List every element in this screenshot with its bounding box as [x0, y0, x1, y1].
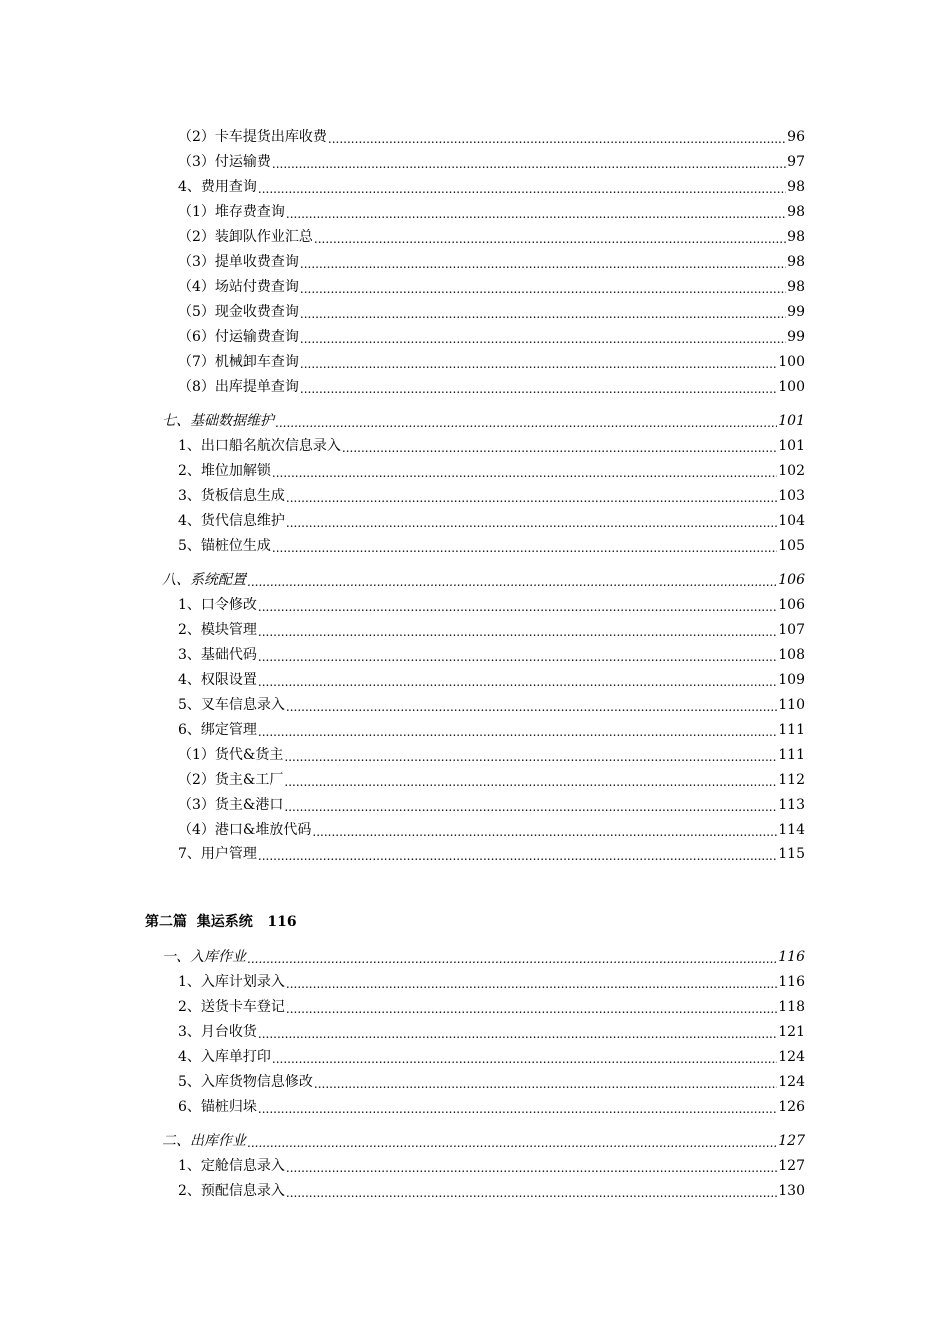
- toc-section-label: 一、入库作业: [162, 949, 246, 965]
- toc-entry-page: 98: [787, 179, 805, 195]
- toc-entry-label: 1、入库计划录入: [178, 974, 285, 990]
- toc-entry[interactable]: [178, 644, 805, 666]
- toc-leader: [272, 464, 777, 482]
- toc-section[interactable]: [162, 410, 805, 432]
- toc-entry-label: （8）出库提单查询: [178, 379, 299, 395]
- toc-entry-label: 4、货代信息维护: [178, 513, 285, 529]
- toc-entry[interactable]: [178, 996, 805, 1018]
- toc-entry[interactable]: [178, 126, 805, 148]
- toc-leader: [258, 1100, 777, 1118]
- toc-leader: [300, 280, 786, 298]
- toc-entry-page: 113: [778, 797, 805, 813]
- toc-entry-page: 100: [778, 354, 805, 370]
- toc-entry-label: 4、入库单打印: [178, 1049, 271, 1065]
- toc-entry-page: 124: [778, 1074, 805, 1090]
- toc-entry[interactable]: [178, 719, 805, 741]
- toc-entry-page: 126: [778, 1099, 805, 1115]
- toc-entry-page: 98: [787, 279, 805, 295]
- toc-leader: [286, 1159, 777, 1177]
- toc-entry-page: 111: [778, 722, 805, 738]
- toc-entry-page: 124: [778, 1049, 805, 1065]
- toc-entry[interactable]: [178, 351, 805, 373]
- toc-entry[interactable]: [178, 1021, 805, 1043]
- toc-leader: [286, 698, 777, 716]
- toc-leader: [247, 573, 777, 591]
- toc-leader: [286, 1000, 777, 1018]
- toc-leader: [286, 514, 777, 532]
- toc-entry-label: 4、费用查询: [178, 179, 257, 195]
- toc-leader: [247, 950, 777, 968]
- toc-leader: [272, 155, 786, 173]
- toc-section[interactable]: [162, 569, 805, 591]
- toc-entry-page: 96: [787, 129, 805, 145]
- toc-entry[interactable]: [178, 619, 805, 641]
- toc-leader: [258, 723, 777, 741]
- toc-entry[interactable]: [178, 376, 805, 398]
- toc-entry-label: 4、权限设置: [178, 672, 257, 688]
- toc-entry-page: 105: [778, 538, 805, 554]
- toc-entry-label: 2、模块管理: [178, 622, 257, 638]
- toc-leader: [300, 330, 786, 348]
- toc-leader: [272, 539, 777, 557]
- toc-entry-page: 116: [778, 974, 805, 990]
- toc-entry-label: 5、叉车信息录入: [178, 697, 285, 713]
- toc-entry-page: 118: [778, 999, 805, 1015]
- toc-leader: [275, 414, 777, 432]
- toc-entry[interactable]: [178, 301, 805, 323]
- toc-section[interactable]: [162, 946, 805, 968]
- toc-entry-label: （6）付运输费查询: [178, 329, 299, 345]
- toc-section-label: 八、系统配置: [162, 572, 246, 588]
- toc-leader: [314, 1075, 777, 1093]
- toc-section[interactable]: [162, 1130, 805, 1152]
- toc-entry-label: （2）货主&工厂: [178, 772, 284, 788]
- toc-leader: [258, 648, 777, 666]
- toc-entry-page: 98: [787, 204, 805, 220]
- toc-entry-page: 98: [787, 254, 805, 270]
- toc-entry[interactable]: [178, 176, 805, 198]
- toc-leader: [342, 439, 777, 457]
- toc-entry-page: 103: [778, 488, 805, 504]
- toc-leader: [286, 1184, 777, 1202]
- toc-section-page: 127: [778, 1133, 805, 1149]
- toc-entry-page: 98: [787, 229, 805, 245]
- toc-entry[interactable]: [178, 226, 805, 248]
- toc-leader: [272, 1050, 777, 1068]
- toc-entry-label: 5、入库货物信息修改: [178, 1074, 313, 1090]
- toc-entry[interactable]: [178, 460, 805, 482]
- toc-entry[interactable]: [178, 251, 805, 273]
- toc-entry-page: 100: [778, 379, 805, 395]
- toc-leader: [286, 489, 777, 507]
- toc-entry[interactable]: [178, 1046, 805, 1068]
- toc-entry-page: 127: [778, 1158, 805, 1174]
- toc-entry-page: 106: [778, 597, 805, 613]
- toc-entry-page: 111: [778, 747, 805, 763]
- toc-leader: [328, 130, 786, 148]
- toc-entry[interactable]: [178, 326, 805, 348]
- toc-leader: [258, 180, 786, 198]
- toc-entry-page: 121: [778, 1024, 805, 1040]
- toc-leader: [258, 623, 777, 641]
- toc-entry-page: 112: [778, 772, 805, 788]
- toc-entry[interactable]: [178, 843, 805, 865]
- toc-entry-label: 2、预配信息录入: [178, 1183, 285, 1199]
- toc-leader: [258, 598, 777, 616]
- toc-entry[interactable]: [178, 794, 805, 816]
- toc-entry[interactable]: [178, 435, 805, 457]
- toc-entry-page: 110: [778, 697, 805, 713]
- toc-leader: [284, 798, 777, 816]
- toc-entry[interactable]: [178, 1180, 805, 1202]
- toc-entry-label: （3）付运输费: [178, 154, 271, 170]
- toc-entry[interactable]: [178, 276, 805, 298]
- toc-entry-label: 2、送货卡车登记: [178, 999, 285, 1015]
- toc-entry[interactable]: [178, 594, 805, 616]
- toc-entry-label: 7、用户管理: [178, 846, 257, 862]
- toc-entry[interactable]: [178, 694, 805, 716]
- toc-entry[interactable]: [178, 151, 805, 173]
- toc-entry-label: 6、绑定管理: [178, 722, 257, 738]
- toc-section-label: 二、出库作业: [162, 1133, 246, 1149]
- toc-leader: [314, 230, 786, 248]
- toc-entry[interactable]: [178, 485, 805, 507]
- toc-entry[interactable]: [178, 1096, 805, 1118]
- toc-entry-label: 1、口令修改: [178, 597, 257, 613]
- toc-entry[interactable]: [178, 769, 805, 791]
- toc-entry[interactable]: [178, 819, 805, 841]
- toc-entry-label: 3、基础代码: [178, 647, 257, 663]
- toc-entry-label: 6、锚桩归垛: [178, 1099, 257, 1115]
- toc-entry-label: （1）堆存费查询: [178, 204, 285, 220]
- toc-leader: [300, 355, 777, 373]
- part-title[interactable]: 第二篇 集运系统 116: [145, 914, 297, 930]
- toc-entry-page: 97: [787, 154, 805, 170]
- toc-entry-page: 104: [778, 513, 805, 529]
- toc-leader: [258, 847, 777, 865]
- toc-leader: [312, 823, 777, 841]
- toc-entry-label: （5）现金收费查询: [178, 304, 299, 320]
- toc-entry[interactable]: [178, 510, 805, 532]
- toc-entry-label: 2、堆位加解锁: [178, 463, 271, 479]
- toc-entry-page: 114: [778, 822, 805, 838]
- toc-entry-label: （4）场站付费查询: [178, 279, 299, 295]
- toc-leader: [300, 305, 786, 323]
- toc-entry-page: 108: [778, 647, 805, 663]
- toc-section-page: 106: [778, 572, 805, 588]
- toc-leader: [258, 673, 777, 691]
- toc-section-label: 七、基础数据维护: [162, 413, 274, 429]
- toc-entry-label: （7）机械卸车查询: [178, 354, 299, 370]
- toc-entry[interactable]: [178, 535, 805, 557]
- toc-entry-page: 102: [778, 463, 805, 479]
- toc-entry-label: （3）货主&港口: [178, 797, 284, 813]
- toc-entry-page: 101: [778, 438, 805, 454]
- toc-entry-label: 3、月台收货: [178, 1024, 257, 1040]
- toc-section-page: 101: [778, 413, 805, 429]
- toc-entry[interactable]: [178, 971, 805, 993]
- toc-leader: [300, 380, 777, 398]
- toc-entry-label: （1）货代&货主: [178, 747, 284, 763]
- toc-entry-page: 130: [778, 1183, 805, 1199]
- toc-leader: [284, 748, 777, 766]
- toc-entry-page: 109: [778, 672, 805, 688]
- toc-entry[interactable]: [178, 744, 805, 766]
- toc-leader: [284, 773, 777, 791]
- toc-entry[interactable]: [178, 201, 805, 223]
- toc-leader: [300, 255, 786, 273]
- toc-leader: [247, 1134, 777, 1152]
- toc-entry-label: （2）卡车提货出库收费: [178, 129, 327, 145]
- toc-entry[interactable]: [178, 669, 805, 691]
- toc-entry[interactable]: [178, 1155, 805, 1177]
- toc-entry-label: （3）提单收费查询: [178, 254, 299, 270]
- toc-entry-label: （4）港口&堆放代码: [178, 822, 312, 838]
- toc-entry-label: 3、货板信息生成: [178, 488, 285, 504]
- toc-entry-page: 99: [787, 304, 805, 320]
- toc-entry-label: 5、锚桩位生成: [178, 538, 271, 554]
- toc-entry-label: （2）装卸队作业汇总: [178, 229, 313, 245]
- toc-entry-label: 1、出口船名航次信息录入: [178, 438, 341, 454]
- toc-entry-page: 115: [778, 846, 805, 862]
- toc-leader: [286, 205, 786, 223]
- toc-entry[interactable]: [178, 1071, 805, 1093]
- toc-section-page: 116: [778, 949, 805, 965]
- toc-entry-page: 107: [778, 622, 805, 638]
- toc-entry-label: 1、定舱信息录入: [178, 1158, 285, 1174]
- toc-leader: [286, 975, 777, 993]
- toc-leader: [258, 1025, 777, 1043]
- toc-entry-page: 99: [787, 329, 805, 345]
